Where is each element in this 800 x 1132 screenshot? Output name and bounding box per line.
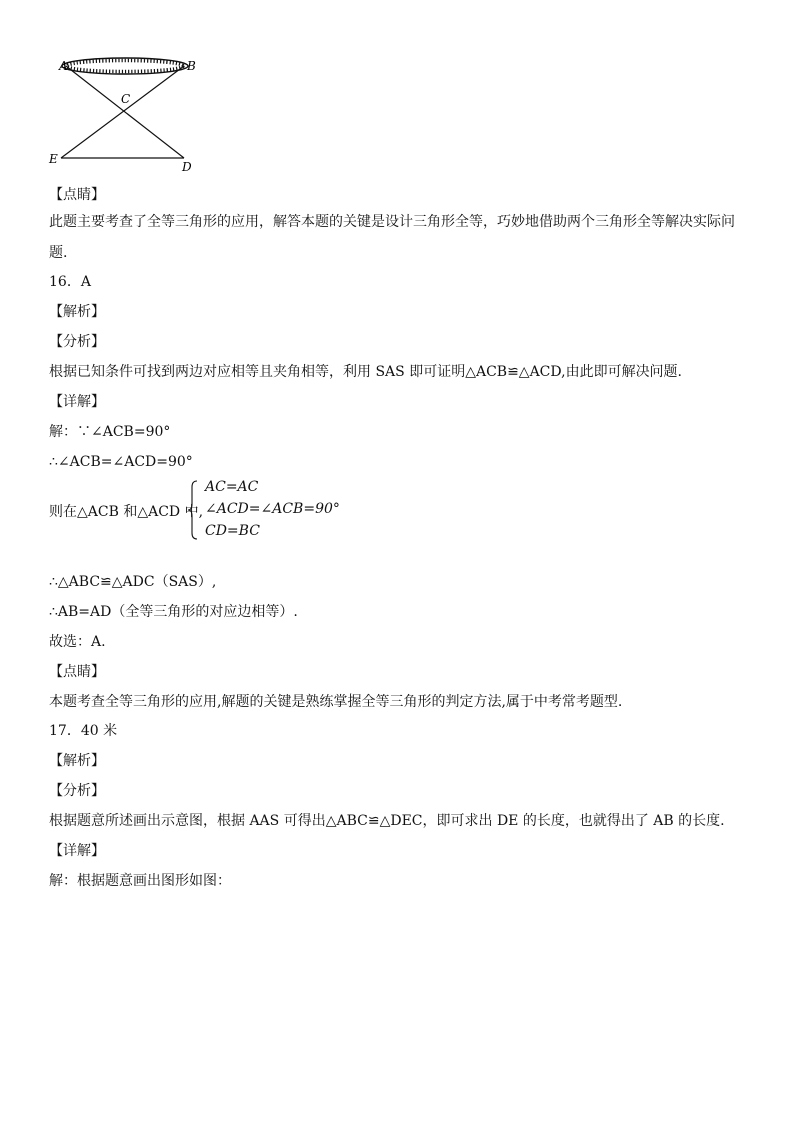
dianjing-text-line-1: 此题主要考查了全等三角形的应用，解答本题的关键是设计三角形全等，巧妙地借助两个三角形全等解决实际问 <box>49 214 735 230</box>
answer-choice: 故选：A. <box>49 634 106 650</box>
equation-3: CD=BC <box>205 523 260 539</box>
section-xiangjie-heading: 【详解】 <box>49 394 105 410</box>
section-xiangjie-heading-2: 【详解】 <box>49 843 105 859</box>
equation-system-lead: 则在△ACB 和△ACD 中, <box>49 504 204 520</box>
dianjing-text-2: 本题考查全等三角形的应用,解题的关键是熟练掌握全等三角形的判定方法,属于中考常考题型. <box>49 694 623 710</box>
equation-2: ∠ACD=∠ACB=90° <box>205 501 340 517</box>
question-17-answer: 17．40 米 <box>49 723 118 739</box>
solution-step-3: ∴△ABC≌△ADC（SAS）, <box>49 574 217 590</box>
label-A: A <box>59 59 68 73</box>
section-jiexi-heading: 【解析】 <box>49 304 105 320</box>
section-fenxi-heading-2: 【分析】 <box>49 783 105 799</box>
solution-step-1: 解：∵∠ACB=90° <box>49 424 171 440</box>
section-jiexi-heading-2: 【解析】 <box>49 753 105 769</box>
pond-figure <box>44 48 214 176</box>
section-dianjing-heading-2: 【点睛】 <box>49 664 105 680</box>
label-B: B <box>187 59 196 73</box>
solution-step-2: ∴∠ACB=∠ACD=90° <box>49 454 193 470</box>
solution-step-4: ∴AB=AD（全等三角形的对应边相等）. <box>49 604 298 620</box>
label-C: C <box>121 92 131 106</box>
fenxi-text: 根据已知条件可找到两边对应相等且夹角相等，利用 SAS 即可证明△ACB≌△ACD,由此即可解决问题. <box>49 364 683 380</box>
solution-intro-17: 解：根据题意画出图形如图： <box>49 873 231 889</box>
dianjing-text-line-2: 题. <box>49 245 68 261</box>
equation-system <box>49 478 409 544</box>
pond-hatching <box>67 61 183 72</box>
label-E: E <box>49 152 58 166</box>
equation-1: AC=AC <box>205 479 259 495</box>
label-D: D <box>182 160 192 174</box>
fenxi-text-2: 根据题意所述画出示意图，根据 AAS 可得出△ABC≌△DEC，即可求出 DE 的长度，也就得出了 AB 的长度. <box>49 813 725 829</box>
question-16-answer: 16．A <box>49 274 91 290</box>
section-fenxi-heading: 【分析】 <box>49 334 105 350</box>
left-brace-icon <box>187 480 199 540</box>
section-dianjing-heading: 【点睛】 <box>49 187 105 203</box>
